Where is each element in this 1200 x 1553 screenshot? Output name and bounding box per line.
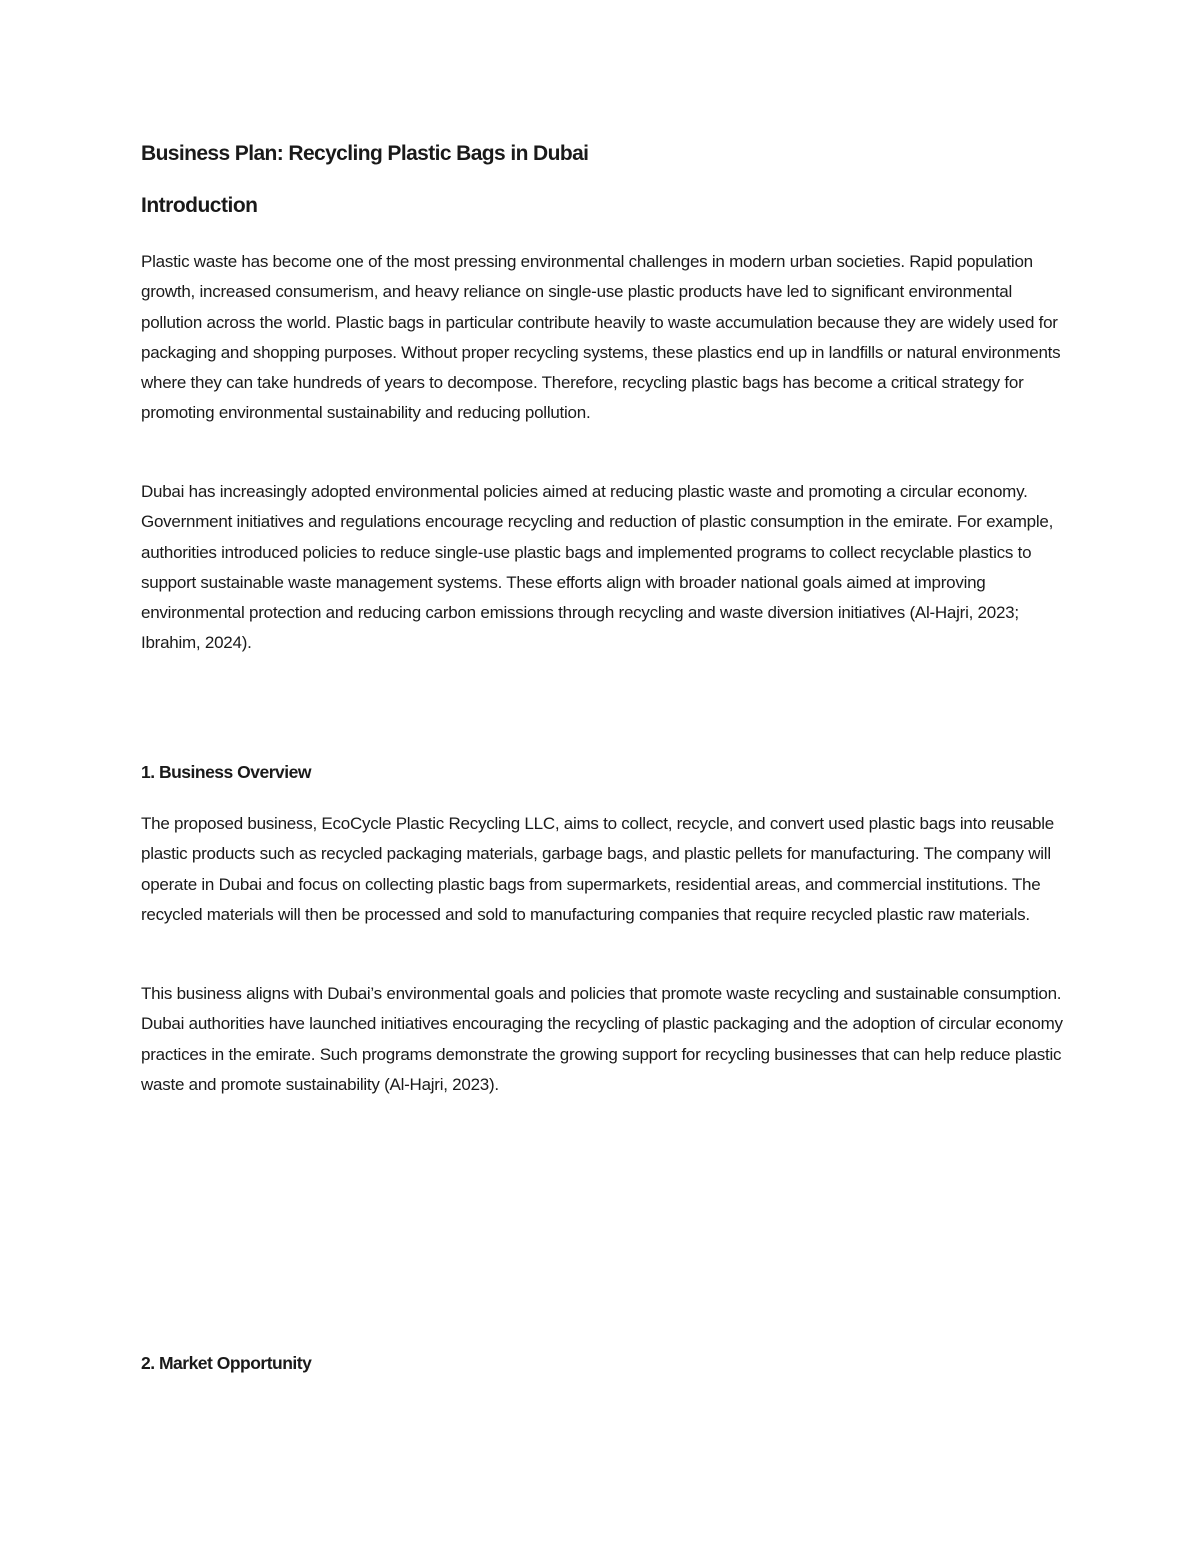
document-title: Business Plan: Recycling Plastic Bags in Dubai	[141, 142, 589, 165]
business-overview-heading: 1. Business Overview	[141, 762, 311, 782]
introduction-paragraph-1: Plastic waste has become one of the most pressing environmental challenges in modern urban societies. Rapid population growth, increased consumerism, and heavy reliance on single-use plastic products have led to significant environmental pollution across the world. Plastic bags in particular contribute heavily to waste accumulation because they are widely used for packaging and shopping purposes. Without proper recycling systems, these plastics end up in landfills or natural environments where they can take hundreds of years to decompose. Therefore, recycling plastic bags has become a critical strategy for promoting environmental sustainability and reducing pollution.	[141, 252, 1061, 423]
introduction-heading: Introduction	[141, 194, 258, 217]
market-opportunity-heading: 2. Market Opportunity	[141, 1353, 312, 1373]
business-overview-paragraph-1: The proposed business, EcoCycle Plastic Recycling LLC, aims to collect, recycle, and convert used plastic bags into reusable plastic products such as recycled packaging materials, garbage bags, and plastic pellets for manufacturing. The company will operate in Dubai and focus on collecting plastic bags from supermarkets, residential areas, and commercial institutions. The recycled materials will then be processed and sold to manufacturing companies that require recycled plastic raw materials.	[141, 814, 1054, 924]
business-overview-paragraph-2: This business aligns with Dubai’s environmental goals and policies that promote waste recycling and sustainable consumption. Dubai authorities have launched initiatives encouraging the recycling of plastic packaging and the adoption of circular economy practices in the emirate. Such programs demonstrate the growing support for recycling businesses that can help reduce plastic waste and promote sustainability (Al-Hajri, 2023).	[141, 984, 1063, 1094]
introduction-paragraph-2: Dubai has increasingly adopted environmental policies aimed at reducing plastic waste and promoting a circular economy. Government initiatives and regulations encourage recycling and reduction of plastic consumption in the emirate. For example, authorities introduced policies to reduce single-use plastic bags and implemented programs to collect recyclable plastics to support sustainable waste management systems. These efforts align with broader national goals aimed at improving environmental protection and reducing carbon emissions through recycling and waste diversion initiatives (Al-Hajri, 2023; Ibrahim, 2024).	[141, 482, 1054, 653]
